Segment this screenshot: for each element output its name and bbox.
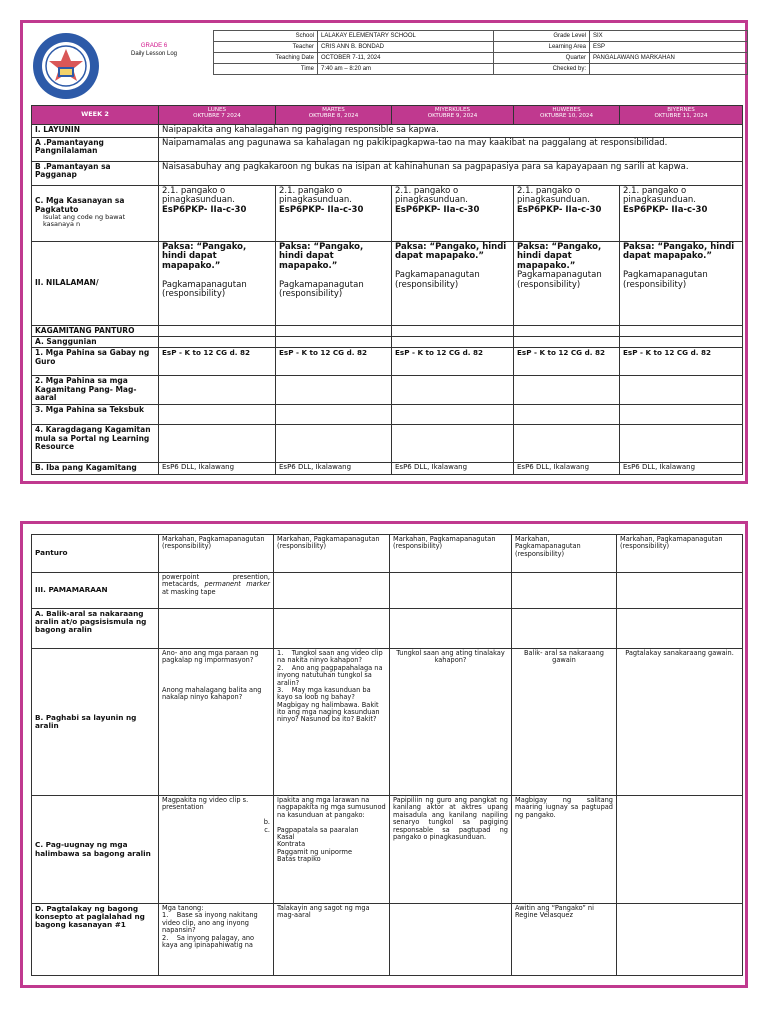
item-number: 3. <box>277 685 284 694</box>
iba-tue: EsP6 DLL, Ikalawang <box>276 463 392 474</box>
kasanayan-tue <box>276 185 392 241</box>
kasanayan-line2: pinagkasunduan. <box>279 195 353 206</box>
paghabi-mon <box>159 649 274 796</box>
paghabi-tue <box>274 649 390 796</box>
kasanayan-code: EsP6PKP- IIa-c-30 <box>279 204 364 215</box>
paghabi-thu: Balik- aral sa nakaraang gawain <box>512 649 617 796</box>
quarter-label: Quarter <box>494 53 590 64</box>
quarter-value: PANGALAWANG MARKAHAN <box>590 53 748 64</box>
day-date: OKTUBRE 7 2024 <box>193 113 241 120</box>
layunin-label: I. LAYUNIN <box>32 125 159 138</box>
panturo-thu: Markahan, Pagkamapanagutan (responsibility) <box>512 535 617 573</box>
uugnay-list-item: Batas trapiko <box>277 855 321 863</box>
nilalaman-value: Pagkamapanagutan (responsibility) <box>395 270 480 290</box>
day-header-tue <box>276 106 392 125</box>
lesson-table-page-2 <box>31 534 743 976</box>
pagtalakay-label: D. Pagtalakay ng bagong konsepto at paglalahad ng bagong kasanayan #1 <box>32 904 159 976</box>
nilalaman-topic: Paksa: “Pangako, hindi dapat mapapako.” <box>623 241 735 262</box>
item-text: Base sa inyong nakitang video clip, ano ang inyong napansin? <box>162 911 258 935</box>
kasanayan-line1: 2.1. pangako o <box>162 185 226 196</box>
lesson-log-page-2 <box>20 521 748 988</box>
iba-thu: EsP6 DLL, Ikalawang <box>514 463 620 474</box>
gabay-guro-fri: EsP - K to 12 CG d. 82 <box>620 348 743 376</box>
nilalaman-topic: Paksa: “Pangako, hindi dapat mapapako.” <box>517 241 602 271</box>
day-name: MIYERKULES <box>434 107 471 113</box>
teaching-date-value: OCTOBER 7-11, 2024 <box>318 53 494 64</box>
materials-mon <box>159 573 274 609</box>
pagtalakay-item <box>162 935 270 950</box>
nilalaman-value: Pagkamapanagutan (responsibility) <box>517 270 602 290</box>
kasanayan-line2: pinagkasunduan. <box>517 195 591 206</box>
nilalaman-label: II. NILALAMAN/ <box>32 241 159 325</box>
kasanayan-code: EsP6PKP- IIa-c-30 <box>623 204 708 215</box>
pamamaraan-label: III. PAMAMARAAN <box>32 573 159 609</box>
checked-by-value <box>590 64 748 75</box>
school-label: School <box>214 31 318 42</box>
pagtalakay-thu: Awitin ang “Pangako” ni Regine Velasquez <box>512 904 617 976</box>
kasanayan-wed <box>392 185 514 241</box>
kasanayan-code: EsP6PKP- IIa-c-30 <box>517 204 602 215</box>
kasanayan-label <box>32 185 159 241</box>
sanggunian-label: A. Sanggunian <box>32 336 159 347</box>
kasanayan-line2: pinagkasunduan. <box>623 195 697 206</box>
pagganap-label: B .Pamantayan sa Pagganap <box>32 161 159 185</box>
time-label: Time <box>214 64 318 75</box>
kasanayan-fri <box>620 185 743 241</box>
materials-part-b: permanent marker <box>204 580 270 589</box>
uugnay-text: Magpakita ng video clip s. presentation <box>162 796 249 812</box>
paghabi-item <box>277 650 386 665</box>
grade-title: GRADE 6 <box>140 43 168 49</box>
paghabi-item <box>277 687 386 724</box>
nilalaman-topic: Paksa: “Pangako, hindi dapat mapapako.” <box>279 241 364 271</box>
header-info-table <box>213 30 748 75</box>
uugnay-letter: b. <box>263 818 270 827</box>
nilalaman-thu <box>514 241 620 325</box>
item-number: 1. <box>162 911 169 920</box>
day-name: HUWEBES <box>552 107 581 113</box>
kasanayan-line1: 2.1. pangako o <box>279 185 343 196</box>
gabay-guro-mon: EsP - K to 12 CG d. 82 <box>159 348 276 376</box>
item-text: Ano ang pagpapahalaga na inyong natutuhan tungkol sa aralin? <box>277 663 383 687</box>
pag-uugnay-label: C. Pag-uugnay ng mga halimbawa sa bagong aralin <box>32 796 159 904</box>
panturo-fri: Markahan, Pagkamapanagutan (responsibility) <box>617 535 743 573</box>
paghabi-wed: Tungkol saan ang ating tinalakay kahapon? <box>390 649 512 796</box>
school-value: LALAKAY ELEMENTARY SCHOOL <box>318 31 494 42</box>
portal-label: 4. Karagdagang Kagamitan mula sa Portal ng Learning Resource <box>32 425 159 463</box>
pag-uugnay-wed: Papipiliin ng guro ang pangkat ng kanilang aktor at aktres upang maisadula ang kanilang napiling senaryo tungkol sa pagiging responsable sa pagtupad ng pangako o pinagkasunduan. <box>390 796 512 904</box>
nilalaman-value: Pagkamapanagutan (responsibility) <box>279 279 364 300</box>
kasanayan-line1: 2.1. pangako o <box>517 185 581 196</box>
kasanayan-sublabel: Isulat ang code ng bawat kasanaya n <box>43 213 126 229</box>
pagganap-text: Naisasabuhay ang pagkakaroon ng bukas na isipan at kahinahunan sa pagpapasiya para sa kapayapaan ng sarili at kapwa. <box>159 161 743 185</box>
learning-area-label: Learning Area <box>494 42 590 53</box>
item-text: Sa inyong palagay, ano kaya ang ipinapahiwatig na <box>162 933 255 949</box>
kasanayan-line2: pinagkasunduan. <box>162 195 236 206</box>
pagtalakay-item <box>162 912 270 934</box>
item-number: 2. <box>162 933 169 942</box>
pag-uugnay-tue <box>274 796 390 904</box>
time-value: 7:40 am – 8:20 am <box>318 64 494 75</box>
day-name: BIYERNES <box>667 107 695 113</box>
iba-wed: EsP6 DLL, Ikalawang <box>392 463 514 474</box>
kagamitang-panturo-label: KAGAMITANG PANTURO <box>32 325 159 336</box>
pangnilalaman-text: Naipamamalas ang pagunawa sa kahalagan ng pakikipagkapwa-tao na may kaakibat na paggalang at responsibilidad. <box>159 137 743 161</box>
day-date: OKTUBRE 11, 2024 <box>654 113 708 120</box>
kasanayan-thu <box>514 185 620 241</box>
day-header-wed <box>392 106 514 125</box>
uugnay-list-item: Kontrata <box>277 840 306 849</box>
pangnilalaman-label: A .Pamantayang Pangnilalaman <box>32 137 159 161</box>
kasanayan-line1: 2.1. pangako o <box>395 185 459 196</box>
checked-by-label: Checked by: <box>494 64 590 75</box>
kasanayan-code: EsP6PKP- IIa-c-30 <box>162 204 247 215</box>
kasanayan-line2: pinagkasunduan. <box>395 195 469 206</box>
grade-block <box>115 43 193 57</box>
nilalaman-value: Pagkamapanagutan (responsibility) <box>162 279 247 300</box>
lesson-log-page-1 <box>20 20 748 484</box>
nilalaman-topic: Paksa: “Pangako, hindi dapat mapapako.” <box>162 241 247 271</box>
uugnay-list-item: Paggamit ng uniporme <box>277 847 353 856</box>
gabay-guro-thu: EsP - K to 12 CG d. 82 <box>514 348 620 376</box>
item-number: 2. <box>277 663 284 672</box>
gabay-guro-wed: EsP - K to 12 CG d. 82 <box>392 348 514 376</box>
paghabi-fri: Pagtalakay sanakaraang gawain. <box>617 649 743 796</box>
day-header-thu <box>514 106 620 125</box>
panturo-mon: Markahan, Pagkamapanagutan (responsibility) <box>159 535 274 573</box>
grade-level-value: SIX <box>590 31 748 42</box>
nilalaman-tue <box>276 241 392 325</box>
item-text: May mga kasunduan ba kayo sa loob ng bahay? Magbigay ng halimbawa. Bakit ito ang mga naging kasunduan ninyo? Nasunod ba ito? Bakit? <box>277 685 380 724</box>
iba-pang-kagamitan-label: B. Iba pang Kagamitang <box>32 463 159 474</box>
uugnay-intro: Ipakita ang mga larawan na nagpapakita ng mga sumusunod na kasunduan at pangako: <box>277 796 386 819</box>
kagamitan-mag-aaral-label: 2. Mga Pahina sa mga Kagamitang Pang- Mag-aaral <box>32 376 159 405</box>
teacher-value: CRIS ANN B. BONDAD <box>318 42 494 53</box>
panturo-label: Panturo <box>32 535 159 573</box>
pagtalakay-tue: Talakayin ang sagot ng mga mag-aaral <box>274 904 390 976</box>
day-name: MARTES <box>322 107 345 113</box>
iba-fri: EsP6 DLL, Ikalawang <box>620 463 743 474</box>
day-date: OKTUBRE 9, 2024 <box>427 113 478 120</box>
day-name: LUNES <box>207 107 227 113</box>
item-text: Tungkol saan ang video clip na nakita ninyo kahapon? <box>277 649 383 665</box>
panturo-wed: Markahan, Pagkamapanagutan (responsibility) <box>390 535 512 573</box>
day-header-mon <box>159 106 276 125</box>
teaching-date-label: Teaching Date <box>214 53 318 64</box>
item-number: 1. <box>277 649 284 657</box>
deped-seal-icon <box>31 31 101 101</box>
kasanayan-code: EsP6PKP- IIa-c-30 <box>395 204 480 215</box>
paghabi-item <box>277 665 386 687</box>
pagtalakay-mon <box>159 904 274 976</box>
kasanayan-label-text: C. Mga Kasanayan sa Pagkatuto <box>35 196 125 214</box>
kasanayan-mon <box>159 185 276 241</box>
uugnay-letter: c. <box>264 825 270 834</box>
nilalaman-value: Pagkamapanagutan (responsibility) <box>623 270 708 290</box>
materials-part-a: powerpoint presention, metacards, <box>162 573 270 589</box>
paghabi-label: B. Paghabi sa layunin ng aralin <box>32 649 159 796</box>
materials-part-c: at masking tape <box>162 587 216 596</box>
week-header: WEEK 2 <box>32 106 159 125</box>
gabay-guro-tue: EsP - K to 12 CG d. 82 <box>276 348 392 376</box>
nilalaman-topic: Paksa: “Pangako, hindi dapat mapapako.” <box>395 241 507 262</box>
teksbuk-label: 3. Mga Pahina sa Teksbuk <box>32 405 159 425</box>
day-date: OKTUBRE 8, 2024 <box>308 113 359 120</box>
balik-aral-label: A. Balik-aral sa nakaraang aralin at/o pagsisismula ng bagong aralin <box>32 609 159 649</box>
pagtalakay-heading: Mga tanong: <box>162 904 204 912</box>
nilalaman-fri <box>620 241 743 325</box>
gabay-guro-label: 1. Mga Pahina sa Gabay ng Guro <box>32 348 159 376</box>
lesson-table-page-1 <box>31 105 743 475</box>
nilalaman-wed <box>392 241 514 325</box>
pag-uugnay-thu: Magbigay ng salitang maaring iugnay sa pagtupad ng pangako. <box>512 796 617 904</box>
iba-mon: EsP6 DLL, Ikalawang <box>159 463 276 474</box>
day-date: OKTUBRE 10, 2024 <box>539 113 594 120</box>
grade-level-label: Grade Level <box>494 31 590 42</box>
pag-uugnay-mon <box>159 796 274 904</box>
panturo-tue: Markahan, Pagkamapanagutan (responsibility) <box>274 535 390 573</box>
nilalaman-mon <box>159 241 276 325</box>
uugnay-list-item: Kasal <box>277 832 295 841</box>
kasanayan-line1: 2.1. pangako o <box>623 185 687 196</box>
paghabi-question: Anong mahalagang balita ang nakalap ninyo kahapon? <box>162 685 262 702</box>
day-header-fri <box>620 106 743 125</box>
paghabi-question: Ano- ano ang mga paraan ng pagkalap ng impormasyon? <box>162 649 259 665</box>
uugnay-list-item: Pagpapatala sa paaralan <box>277 825 359 834</box>
doc-type: Daily Lesson Log <box>130 51 178 57</box>
layunin-text: Naipapakita ang kahalagahan ng pagiging responsible sa kapwa. <box>159 125 743 138</box>
learning-area-value: ESP <box>590 42 748 53</box>
teacher-label: Teacher <box>214 42 318 53</box>
